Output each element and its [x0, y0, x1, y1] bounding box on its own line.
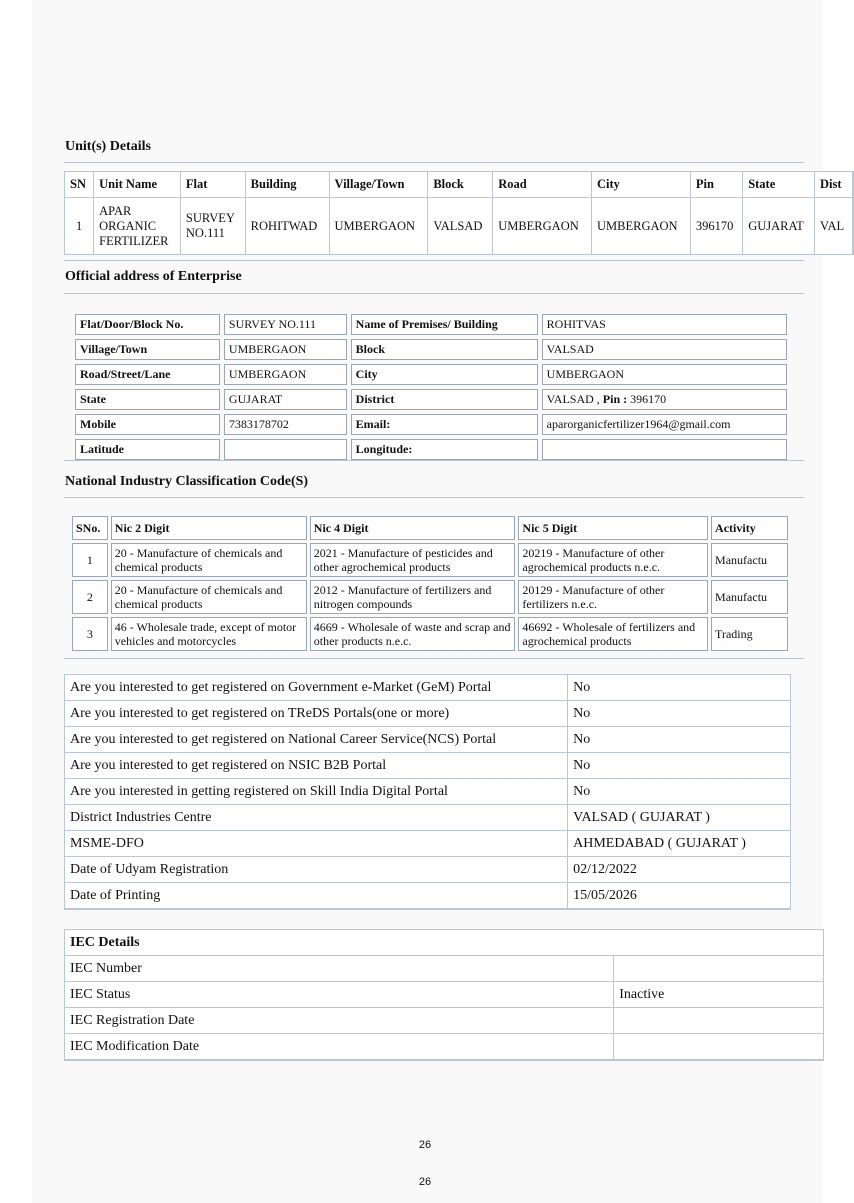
address-label: Email:: [351, 414, 538, 435]
iec-label: IEC Number: [65, 956, 614, 982]
col-sno: SNo.: [72, 516, 108, 540]
cell-nic5: 46692 - Wholesale of fertilizers and agrochemical products: [518, 617, 708, 651]
table-row: [72, 580, 788, 614]
col-unit-name: Unit Name: [94, 172, 181, 198]
table-row: [65, 198, 853, 254]
divider: [64, 293, 804, 294]
answer-text: No: [568, 701, 790, 727]
page-number-footer: 26: [418, 1176, 432, 1188]
divider: [64, 460, 804, 461]
table-row: [75, 314, 787, 335]
units-section-title: Unit(s) Details: [65, 139, 151, 154]
cell-building: ROHITWAD: [246, 198, 330, 254]
units-table: [64, 171, 854, 255]
cell-activity: Manufactu: [711, 543, 788, 577]
iec-value: [614, 1008, 823, 1034]
table-row: [75, 389, 787, 410]
iec-value: [614, 1034, 823, 1060]
registration-questions-table: [64, 674, 791, 910]
iec-label: IEC Status: [65, 982, 614, 1008]
address-label: Road/Street/Lane: [75, 364, 220, 385]
cell-nic2: 20 - Manufacture of chemicals and chemical products: [111, 580, 307, 614]
col-building: Building: [246, 172, 330, 198]
question-text: Are you interested to get registered on NSIC B2B Portal: [65, 753, 568, 779]
cell-nic4: 4669 - Wholesale of waste and scrap and other products n.e.c.: [310, 617, 516, 651]
divider: [64, 497, 804, 498]
divider: [64, 162, 804, 163]
divider: [64, 260, 804, 261]
cell-sno: 2: [72, 580, 108, 614]
cell-sn: 1: [65, 198, 94, 254]
address-label: Block: [351, 339, 538, 360]
col-road: Road: [493, 172, 592, 198]
cell-state: GUJARAT: [743, 198, 815, 254]
col-dist: Dist: [815, 172, 853, 198]
table-row: [65, 883, 790, 909]
answer-text: 02/12/2022: [568, 857, 790, 883]
answer-text: AHMEDABAD ( GUJARAT ): [568, 831, 790, 857]
address-label: Longitude:: [351, 439, 538, 460]
iec-label: IEC Modification Date: [65, 1034, 614, 1060]
address-value: ROHITVAS: [542, 314, 787, 335]
address-value: aparorganicfertilizer1964@gmail.com: [542, 414, 787, 435]
cell-nic2: 20 - Manufacture of chemicals and chemical products: [111, 543, 307, 577]
cell-flat: SURVEY NO.111: [181, 198, 246, 254]
address-value: 7383178702: [224, 414, 347, 435]
address-value: [224, 439, 347, 460]
address-value: [542, 439, 787, 460]
address-value: UMBERGAON: [224, 339, 347, 360]
address-value: VALSAD , Pin : 396170: [542, 389, 787, 410]
address-label: Mobile: [75, 414, 220, 435]
address-value: VALSAD: [542, 339, 787, 360]
table-row: [65, 956, 823, 982]
col-block: Block: [428, 172, 493, 198]
cell-city: UMBERGAON: [592, 198, 691, 254]
page-number: 26: [418, 1139, 432, 1151]
address-value: SURVEY NO.111: [224, 314, 347, 335]
address-label: State: [75, 389, 220, 410]
iec-clip: [64, 929, 824, 1054]
col-city: City: [592, 172, 691, 198]
cell-unit-name: APAR ORGANIC FERTILIZER: [94, 198, 181, 254]
col-sn: SN: [65, 172, 94, 198]
address-label: District: [351, 389, 538, 410]
answer-text: No: [568, 779, 790, 805]
address-label: City: [351, 364, 538, 385]
table-row: [65, 779, 790, 805]
table-row: [65, 831, 790, 857]
address-value: GUJARAT: [224, 389, 347, 410]
question-text: MSME-DFO: [65, 831, 568, 857]
address-label: Flat/Door/Block No.: [75, 314, 220, 335]
table-row: [65, 753, 790, 779]
iec-value: Inactive: [614, 982, 823, 1008]
address-section-title: Official address of Enterprise: [65, 269, 242, 284]
answer-text: No: [568, 675, 790, 701]
table-row: [75, 339, 787, 360]
cell-dist: VAL: [815, 198, 853, 254]
nic-header-row: [72, 516, 788, 540]
question-text: Are you interested in getting registered on Skill India Digital Portal: [65, 779, 568, 805]
col-state: State: [743, 172, 815, 198]
address-value: UMBERGAON: [542, 364, 787, 385]
cell-pin: 396170: [691, 198, 743, 254]
cell-nic5: 20129 - Manufacture of other fertilizers n.e.c.: [518, 580, 708, 614]
question-text: Are you interested to get registered on Government e-Market (GeM) Portal: [65, 675, 568, 701]
nic-table: [69, 513, 791, 654]
question-text: Are you interested to get registered on TReDS Portals(one or more): [65, 701, 568, 727]
table-row: [65, 805, 790, 831]
address-label: Name of Premises/ Building: [351, 314, 538, 335]
table-row: [65, 1008, 823, 1034]
iec-section-title: IEC Details: [65, 930, 823, 956]
address-label: Latitude: [75, 439, 220, 460]
answer-text: 15/05/2026: [568, 883, 790, 909]
iec-header-row: [65, 930, 823, 956]
table-row: [65, 857, 790, 883]
cell-nic5: 20219 - Manufacture of other agrochemical products n.e.c.: [518, 543, 708, 577]
cell-village: UMBERGAON: [330, 198, 429, 254]
table-row: [65, 982, 823, 1008]
table-row: [75, 439, 787, 460]
units-header-row: [65, 172, 853, 198]
question-text: District Industries Centre: [65, 805, 568, 831]
col-village: Village/Town: [330, 172, 429, 198]
address-value: UMBERGAON: [224, 364, 347, 385]
cell-nic4: 2012 - Manufacture of fertilizers and nitrogen compounds: [310, 580, 516, 614]
divider: [64, 658, 804, 659]
col-nic5: Nic 5 Digit: [518, 516, 708, 540]
table-row: [72, 543, 788, 577]
cell-sno: 3: [72, 617, 108, 651]
answer-text: No: [568, 753, 790, 779]
table-row: [75, 414, 787, 435]
address-table: [71, 310, 791, 464]
col-nic2: Nic 2 Digit: [111, 516, 307, 540]
question-text: Date of Udyam Registration: [65, 857, 568, 883]
col-pin: Pin: [691, 172, 743, 198]
cell-road: UMBERGAON: [493, 198, 592, 254]
cell-nic2: 46 - Wholesale trade, except of motor vehicles and motorcycles: [111, 617, 307, 651]
question-text: Date of Printing: [65, 883, 568, 909]
iec-label: IEC Registration Date: [65, 1008, 614, 1034]
iec-value: [614, 956, 823, 982]
table-row: [65, 675, 790, 701]
table-row: [65, 701, 790, 727]
cell-nic4: 2021 - Manufacture of pesticides and other agrochemical products: [310, 543, 516, 577]
cell-activity: Trading: [711, 617, 788, 651]
cell-activity: Manufactu: [711, 580, 788, 614]
col-activity: Activity: [711, 516, 788, 540]
table-row: [75, 364, 787, 385]
iec-table: [64, 929, 824, 1061]
answer-text: No: [568, 727, 790, 753]
cell-sno: 1: [72, 543, 108, 577]
document-content: [64, 0, 845, 1203]
col-nic4: Nic 4 Digit: [310, 516, 516, 540]
table-row: [65, 1034, 823, 1060]
nic-section-title: National Industry Classification Code(S): [65, 474, 309, 489]
answer-text: VALSAD ( GUJARAT ): [568, 805, 790, 831]
question-text: Are you interested to get registered on National Career Service(NCS) Portal: [65, 727, 568, 753]
table-row: [65, 727, 790, 753]
table-row: [72, 617, 788, 651]
address-label: Village/Town: [75, 339, 220, 360]
col-flat: Flat: [181, 172, 246, 198]
cell-block: VALSAD: [428, 198, 493, 254]
